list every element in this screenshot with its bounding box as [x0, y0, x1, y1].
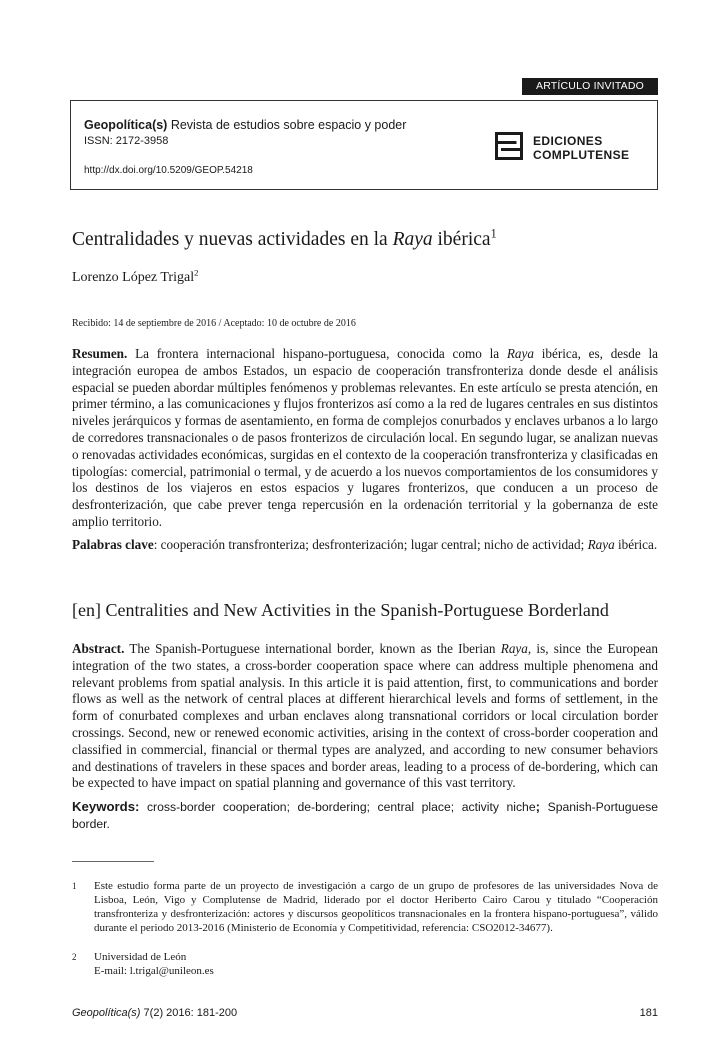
- resumen-text-cont: ibérica, es, desde la integración europea de ambos Estados, un espacio de cooperación transfronteriza donde desde el análisis espacial se pueden abordar múltiples fenómenos y problemas relevantes. En este artículo se presta atención, en primer término, a las comunicaciones y flujos fronterizos así como a la red de lugares centrales en sus distintos niveles jerárquicos y formas de asentamiento, en forma de complejos conurbados y enclaves urbanos a lo largo de corredores transnacionales o de pasos fronterizos de circulación local. En segundo lugar, se analizan nuevas o renovadas actividades económicas, surgidas en el contexto de la cooperación transfronteriza y clasificadas en tipologías: comercial, patrimonial o termal, y de acuerdo a los nuevos comportamientos de los consumidores y los destinos de los viajeros en estos espacios y lugares fronterizos, que conducen a un proceso de desfronterización, que cabe prever tenga repercusión en la ordenación territorial y la gobernanza de este amplio territorio.: [72, 346, 658, 529]
- palabras-clave-paragraph: [72, 537, 658, 554]
- article-title-text: Centralidades y nuevas actividades en la: [72, 229, 393, 250]
- article-title-italic: Raya: [392, 229, 433, 250]
- journal-title-line: [84, 118, 406, 132]
- footnote-divider: [72, 861, 154, 862]
- abstract-paragraph: [72, 641, 658, 792]
- keywords-separator: ;: [535, 799, 541, 814]
- doi-link[interactable]: http://dx.doi.org/10.5209/GEOP.54218: [84, 165, 253, 176]
- footer-citation: [72, 1007, 237, 1019]
- publisher-name-line2: COMPLUTENSE: [533, 148, 630, 162]
- publisher-logo: [495, 130, 645, 164]
- footnote-2: [72, 951, 658, 979]
- abstract-italic: Raya: [500, 641, 528, 656]
- english-title: [en] Centralities and New Activities in the Spanish-Portuguese Borderland: [72, 600, 609, 620]
- publisher-name: [533, 134, 629, 162]
- palabras-clave-italic: Raya: [587, 537, 615, 552]
- journal-info-box: [70, 100, 658, 190]
- journal-name: Geopolítica(s): [84, 118, 168, 132]
- journal-subtitle: Revista de estudios sobre espacio y poder: [170, 118, 407, 132]
- footnote-1-text: Este estudio forma parte de un proyecto de investigación a cargo de un grupo de profesores de las universidades Nova de Lisboa, León, Vigo y Complutense de Madrid, liderado por el doctor Heriberto Cairo Carou y titulado “Cooperación transfronteriza y desfronterización: actores y discursos geopolíticos transnacionales en la frontera hispano-portuguesa”, válido durante el periodo 2013-2016 (Ministerio de Economía y Competitividad, referencia: CSO2012-34677).: [94, 880, 658, 934]
- article-title-text-end: ibérica: [432, 229, 491, 250]
- abstract-text-cont: , is, since the European integration of the two states, a cross-border cooperation space where can address multiple phenomena and relevant problems from spatial analysis. In this article it is paid attention, first, to communications and border flows as well as the network of central places at different hierarchical levels and forms of settlement, in the form of conurbated complexes and urban enclaves along transnational corridors or local circulation border crossings. Second, new or renewed economic activities, arising in the context of cross-border cooperation and classified in commercial, financial or thermal types are analyzed, and according to new consumer behaviors and destinations of travelers in these spaces and border areas, leading to a process of de-bordering, which can be expected to have impact on spatial planning and governance of this vast territory.: [72, 641, 658, 791]
- publisher-logo-icon: [495, 132, 523, 160]
- footnote-2-text: [94, 951, 658, 979]
- resumen-italic: Raya: [506, 346, 534, 361]
- abstract-text: The Spanish-Portuguese international border, known as the Iberian: [124, 641, 501, 656]
- resumen-paragraph: [72, 346, 658, 531]
- author-name-text: Lorenzo López Trigal: [72, 270, 195, 285]
- author-affiliation: Universidad de León: [94, 951, 187, 963]
- article-title: [72, 226, 497, 251]
- keywords-text: cross-border cooperation; de-bordering; central place; activity niche: [139, 800, 536, 814]
- page-number: 181: [639, 1007, 658, 1019]
- palabras-clave-text-end: ibérica.: [614, 537, 658, 552]
- footnote-ref-2[interactable]: 2: [194, 267, 199, 278]
- resumen-label: Resumen.: [72, 346, 128, 361]
- palabras-clave-text: : cooperación transfronteriza; desfronterización; lugar central; nicho de actividad;: [153, 537, 588, 552]
- footnote-1: [72, 880, 658, 936]
- resumen-text: La frontera internacional hispano-portuguesa, conocida como la: [127, 346, 507, 361]
- footnote-ref-1[interactable]: 1: [490, 226, 497, 241]
- keywords-label: Keywords:: [72, 799, 140, 814]
- received-accepted-dates: Recibido: 14 de septiembre de 2016 / Aceptado: 10 de octubre de 2016: [72, 318, 356, 329]
- footer-journal-name: Geopolítica(s): [72, 1007, 141, 1019]
- author-name: [72, 267, 199, 286]
- footer-citation-text: 7(2) 2016: 181-200: [140, 1007, 238, 1019]
- journal-issn: ISSN: 2172-3958: [84, 135, 169, 147]
- publisher-name-line1: EDICIONES: [533, 134, 603, 148]
- footnote-2-number: 2: [72, 952, 77, 962]
- abstract-label: Abstract.: [72, 641, 125, 656]
- palabras-clave-label: Palabras clave: [72, 537, 154, 552]
- footnote-1-number: 1: [72, 881, 77, 891]
- keywords-paragraph: [72, 799, 658, 833]
- author-email[interactable]: E-mail: l.trigal@unileon.es: [94, 964, 214, 977]
- article-type-badge: ARTÍCULO INVITADO: [522, 78, 658, 95]
- keywords-text-end: Spanish-Portuguese border.: [72, 800, 659, 831]
